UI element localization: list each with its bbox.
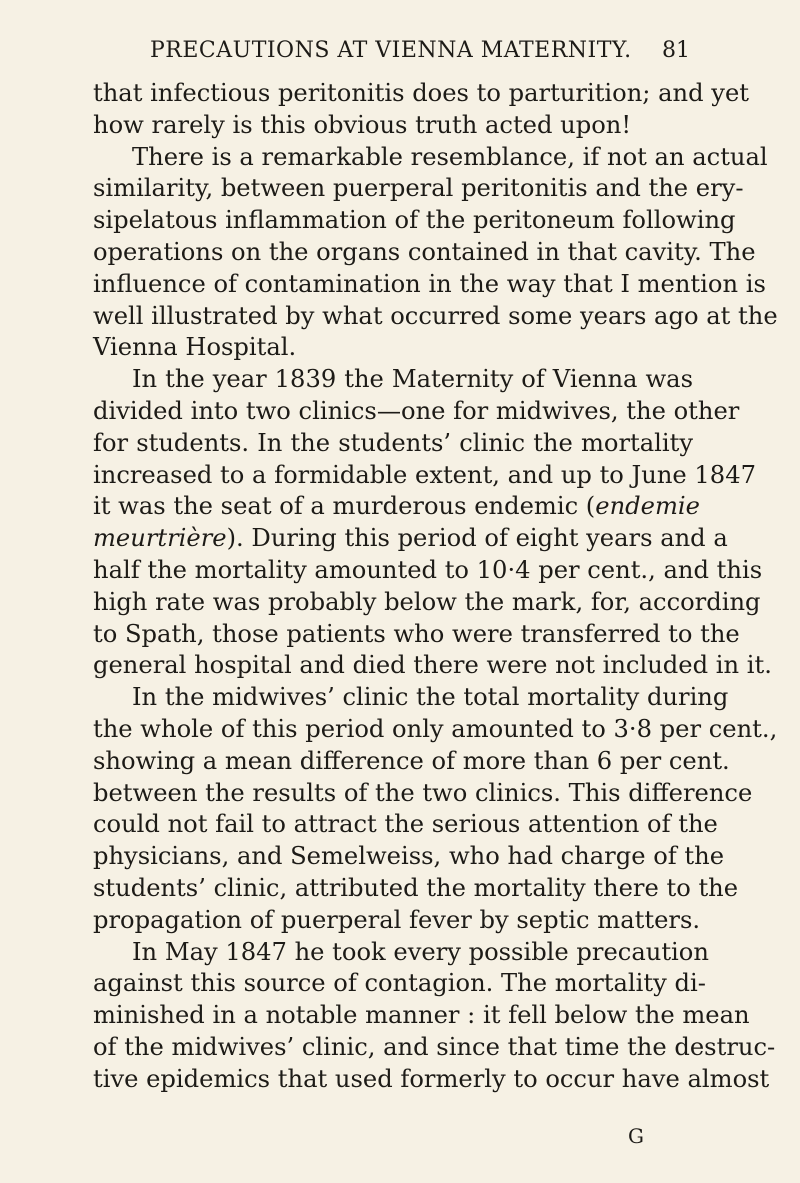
text-line: similarity, between puerperal peritonitis and the ery- [93, 174, 744, 203]
text-line: against this source of contagion. The mortality di- [93, 969, 706, 998]
text-line: high rate was probably below the mark, for, according [93, 587, 761, 616]
text-line: There is a remarkable resemblance, if not an actual [132, 142, 768, 171]
text-line: minished in a notable manner : it fell below the mean [93, 1001, 750, 1030]
text-line: physicians, and Semelweiss, who had charge of the [93, 842, 725, 871]
text-line: tive epidemics that used formerly to occur have almost [93, 1064, 770, 1093]
text-line: well illustrated by what occurred some years ago at the [93, 301, 778, 330]
text-line: that infectious peritonitis does to parturition; and yet [93, 79, 749, 107]
text-line: of the midwives’ clinic, and since that time the destruc- [93, 1032, 776, 1061]
text-line: half the mortality amounted to 10·4 per cent., and this [93, 555, 763, 584]
italic-phrase: meurtrière [93, 524, 227, 553]
text-line: sipelatous inflammation of the peritoneum following [93, 206, 736, 235]
text-line: general hospital and died there were not included in it. [93, 651, 772, 680]
text-line: to Spath, those patients who were transferred to the [93, 619, 740, 648]
text-line: could not fail to attract the serious attention of the [93, 810, 718, 839]
text-line: In the midwives’ clinic the total mortality during [132, 683, 729, 712]
text-line: propagation of puerperal fever by septic matters. [93, 905, 701, 934]
text-line: operations on the organs contained in that cavity. The [93, 237, 756, 266]
text-line: In May 1847 he took every possible precaution [132, 937, 709, 966]
italic-phrase: endemie [595, 492, 700, 521]
body-text [93, 78, 778, 1096]
text-line: for students. In the students’ clinic the mortality [93, 428, 693, 457]
text-line: the whole of this period only amounted to 3·8 per cent., [93, 714, 778, 743]
text-line: between the results of the two clinics. This difference [93, 778, 753, 807]
text-line: Vienna Hospital. [93, 333, 297, 362]
text-line: influence of contamination in the way that I mention is [93, 269, 766, 298]
text-line: divided into two clinics—one for midwives, the other [93, 396, 740, 425]
text-line: it was the seat of a murderous endemic (endemie [93, 492, 700, 521]
text-line: In the year 1839 the Maternity of Vienna was [132, 365, 693, 394]
text-line: meurtrière). During this period of eight years and a [93, 524, 728, 553]
running-head-title: PRECAUTIONS AT VIENNA MATERNITY. [150, 38, 632, 63]
text-line: students’ clinic, attributed the mortality there to the [93, 873, 739, 902]
text-line: how rarely is this obvious truth acted upon! [93, 110, 632, 139]
page-number: 81 [662, 38, 690, 63]
signature-mark: G [628, 1124, 644, 1148]
text-line: increased to a formidable extent, and up to June 1847 [93, 460, 756, 489]
text-line: showing a mean difference of more than 6 per cent. [93, 746, 730, 775]
